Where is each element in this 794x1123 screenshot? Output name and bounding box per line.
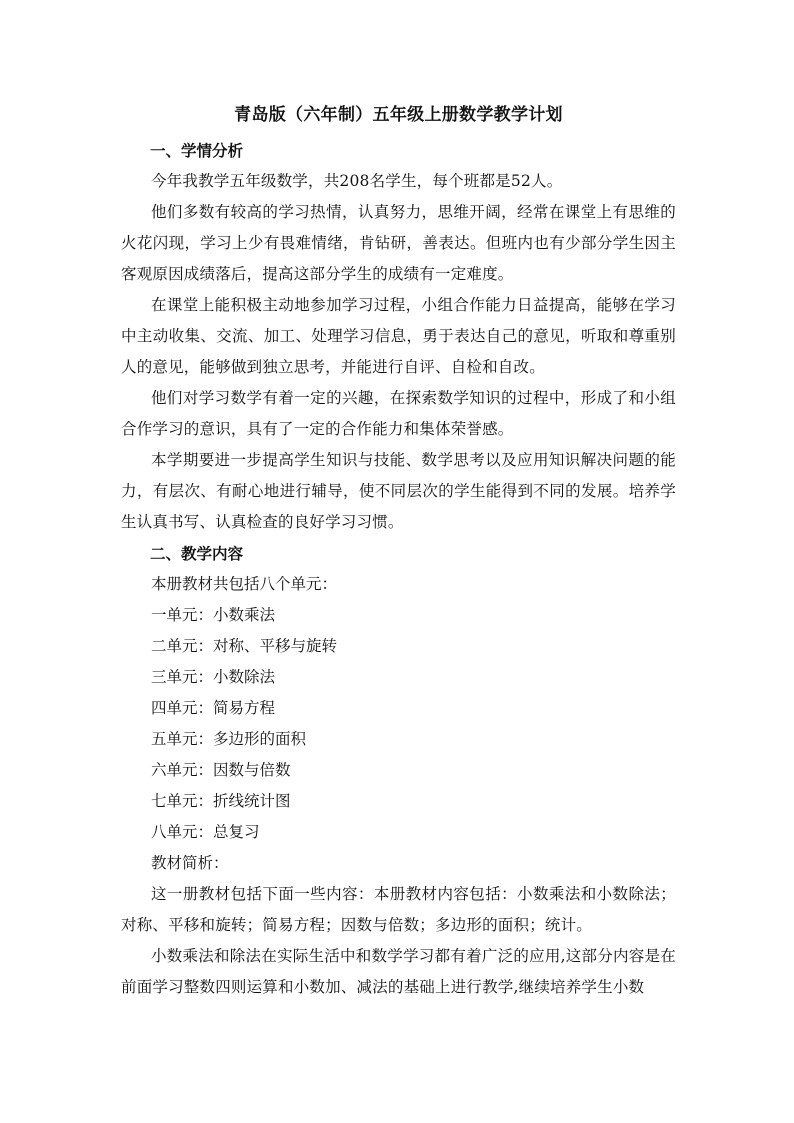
paragraph: 小数乘法和除法在实际生活中和数学学习都有着广泛的应用,这部分内容是在前面学习整数四则运算和小数加、减法的基础上进行教学,继续培养学生小数 <box>121 947 676 996</box>
paragraph: 他们多数有较高的学习热情，认真努力，思维开阔，经常在课堂上有思维的火花闪现，学习上少有畏难情绪，肯钻研，善表达。但班内也有少部分学生因主客观原因成绩落后，提高这部分学生的成绩有一定难度。 <box>121 203 676 283</box>
unit-item: 五单元：多边形的面积 <box>151 730 307 748</box>
unit-item: 四单元：简易方程 <box>151 699 276 717</box>
document-body <box>121 102 676 1003</box>
unit-item: 三单元：小数除法 <box>151 668 276 686</box>
paragraph: 在课堂上能积极主动地参加学习过程，小组合作能力日益提高，能够在学习中主动收集、交流、加工、处理学习信息，勇于表达自己的意见，听取和尊重别人的意见，能够做到独立思考，并能进行自评、自检和自改。 <box>121 296 676 376</box>
paragraph: 今年我教学五年级数学，共208名学生，每个班都是52人。 <box>151 172 563 190</box>
paragraph: 本学期要进一步提高学生知识与技能、数学思考以及应用知识解决问题的能力，有层次、有耐心地进行辅导，使不同层次的学生能得到不同的发展。培养学生认真书写、认真检查的良好学习习惯。 <box>121 451 676 531</box>
paragraph: 他们对学习数学有着一定的兴趣，在探索数学知识的过程中，形成了和小组合作学习的意识，具有了一定的合作能力和集体荣誉感。 <box>121 389 676 438</box>
section-heading-teaching-content: 二、教学内容 <box>150 544 244 563</box>
unit-item: 八单元：总复习 <box>151 823 260 841</box>
unit-item: 七单元：折线统计图 <box>151 792 291 810</box>
section-heading-learning-analysis: 一、学情分析 <box>150 141 244 160</box>
document-title: 青岛版（六年制）五年级上册数学教学计划 <box>234 105 563 125</box>
unit-item: 一单元：小数乘法 <box>151 606 276 624</box>
paragraph: 这一册教材包括下面一些内容：本册教材内容包括：小数乘法和小数除法；对称、平移和旋转；简易方程；因数与倍数；多边形的面积；统计。 <box>121 885 676 934</box>
unit-item: 六单元：因数与倍数 <box>151 761 291 779</box>
unit-item: 二单元：对称、平移与旋转 <box>151 637 338 655</box>
units-intro: 本册教材共包括八个单元： <box>151 575 338 593</box>
analysis-label: 教材简析： <box>151 854 229 872</box>
